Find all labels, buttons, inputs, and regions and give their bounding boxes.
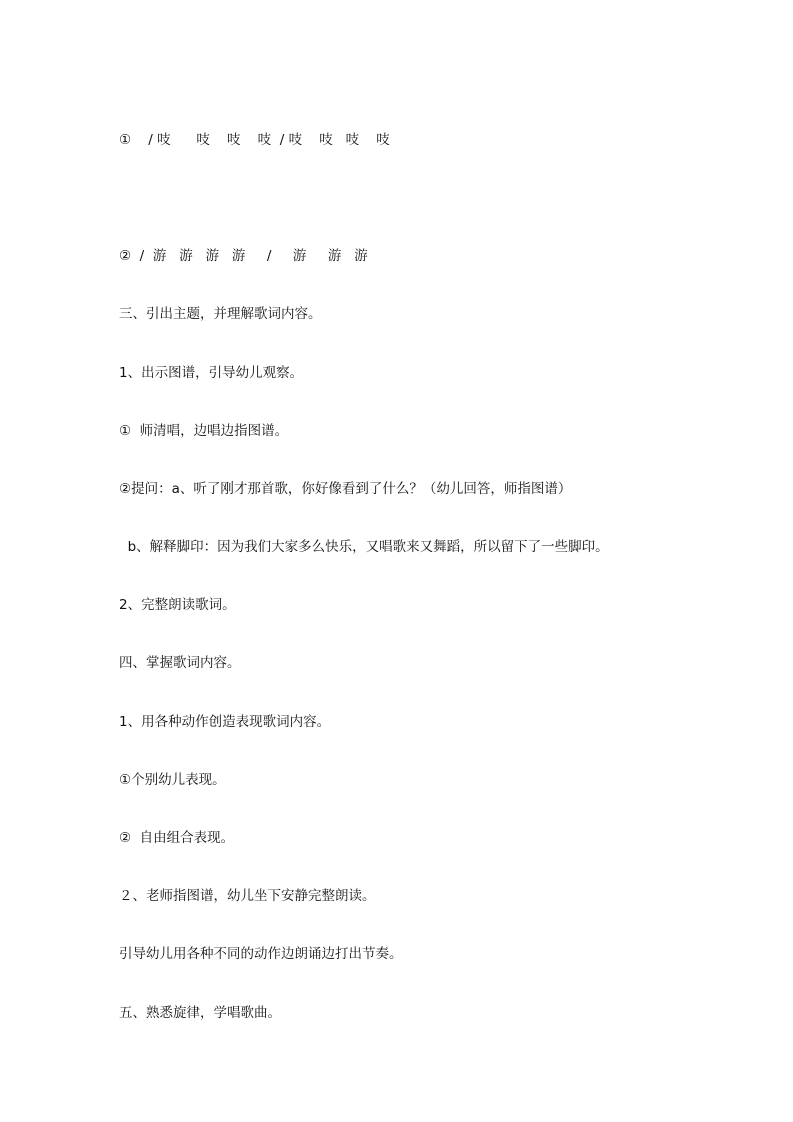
step-3-2: 2、完整朗读歌词。 bbox=[119, 597, 236, 613]
step-4-1-b: ② 自由组合表现。 bbox=[119, 830, 235, 846]
step-4-1: 1、用各种动作创造表现歌词内容。 bbox=[119, 714, 331, 730]
step-4-2-note: 引导幼儿用各种不同的动作边朗诵边打出节奏。 bbox=[119, 946, 403, 962]
step-3-1-c: b、解释脚印：因为我们大家多么快乐，又唱歌来又舞蹈，所以留下了一些脚印。 bbox=[119, 539, 609, 555]
section-4-heading: 四、掌握歌词内容。 bbox=[119, 655, 241, 671]
step-3-1-a: ① 师清唱，边唱边指图谱。 bbox=[119, 423, 289, 439]
section-3-heading: 三、引出主题，并理解歌词内容。 bbox=[119, 306, 322, 322]
step-3-1-b: ②提问：a、听了刚才那首歌，你好像看到了什么？（幼儿回答，师指图谱） bbox=[119, 481, 572, 497]
step-4-2: ２、老师指图谱，幼儿坐下安静完整朗读。 bbox=[119, 888, 376, 904]
section-5-heading: 五、熟悉旋律，学唱歌曲。 bbox=[119, 1005, 281, 1021]
rhythm-line-2: ② / 游 游 游 游 / 游 游 游 bbox=[119, 248, 368, 264]
rhythm-line-1: ① / 吱 吱 吱 吱 / 吱 吱 吱 吱 bbox=[119, 132, 390, 148]
step-4-1-a: ①个别幼儿表现。 bbox=[119, 772, 226, 788]
step-3-1: 1、出示图谱，引导幼儿观察。 bbox=[119, 365, 304, 381]
